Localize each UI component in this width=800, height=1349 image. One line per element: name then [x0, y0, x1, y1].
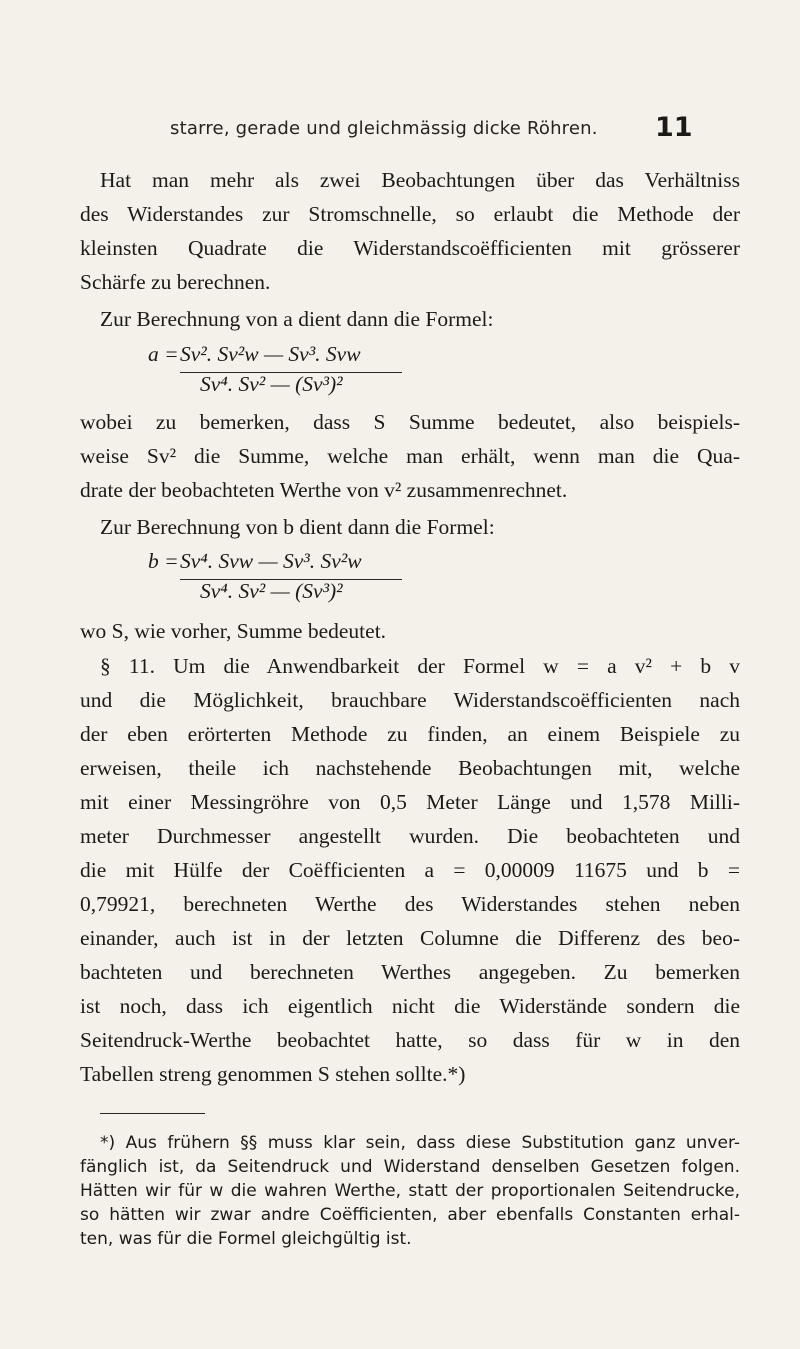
formula-a-lhs: a = [148, 342, 179, 366]
text-line: Hat man mehr als zwei Beobachtungen über das Verhältniss [100, 168, 740, 192]
running-title: starre, gerade und gleichmässig dicke Röhren. [170, 118, 598, 139]
formula-b-lhs: b = [148, 549, 179, 573]
formula-b-denominator: Sv⁴. Sv² — (Sv³)² [200, 579, 343, 603]
text-line: 0,79921, berechneten Werthe des Widerstandes stehen neben [80, 892, 740, 916]
text-line: weise Sv² die Summe, welche man erhält, wenn man die Qua- [80, 444, 740, 468]
text-line: die mit Hülfe der Coëfficienten a = 0,00009 11675 und b = [80, 858, 740, 882]
text-line: und die Möglichkeit, brauchbare Widerstandscoëfficienten nach [80, 688, 740, 712]
text-line: § 11. Um die Anwendbarkeit der Formel w = a v² + b v [100, 654, 740, 678]
footnote-divider [100, 1113, 205, 1114]
text-line: Tabellen streng genommen S stehen sollte.*) [80, 1062, 466, 1086]
text-line: wo S, wie vorher, Summe bedeutet. [80, 619, 387, 643]
text-line: Zur Berechnung von a dient dann die Formel: [100, 307, 494, 331]
text-line: Schärfe zu berechnen. [80, 270, 271, 294]
text-line: meter Durchmesser angestellt wurden. Die beobachteten und [80, 824, 740, 848]
text-line: wobei zu bemerken, dass S Summe bedeutet, also beispiels- [80, 410, 740, 434]
text-line: einander, auch ist in der letzten Columne die Differenz des beo- [80, 926, 740, 950]
footnote-line: ten, was für die Formel gleichgültig ist. [80, 1229, 412, 1249]
text-line: drate der beobachteten Werthe von v² zusammenrechnet. [80, 478, 568, 502]
text-line: der eben erörterten Methode zu finden, an einem Beispiele zu [80, 722, 740, 746]
formula-a-numerator: Sv². Sv²w — Sv³. Svw [180, 342, 361, 366]
text-line: kleinsten Quadrate die Widerstandscoëfficienten mit grösserer [80, 236, 740, 260]
text-line: Seitendruck-Werthe beobachtet hatte, so dass für w in den [80, 1028, 740, 1052]
text-line: Zur Berechnung von b dient dann die Formel: [100, 515, 495, 539]
text-line: erweisen, theile ich nachstehende Beobachtungen mit, welche [80, 756, 740, 780]
formula-b-numerator: Sv⁴. Svw — Sv³. Sv²w [180, 549, 362, 573]
text-line: des Widerstandes zur Stromschnelle, so erlaubt die Methode der [80, 202, 740, 226]
footnote-line: Hätten wir für w die wahren Werthe, statt der proportionalen Seitendrucke, [80, 1181, 740, 1201]
formula-a-denominator: Sv⁴. Sv² — (Sv³)² [200, 372, 343, 396]
footnote-line: *) Aus frühern §§ muss klar sein, dass diese Substitution ganz unver- [100, 1133, 740, 1153]
text-line: ist noch, dass ich eigentlich nicht die Widerstände sondern die [80, 994, 740, 1018]
footnote-line: fänglich ist, da Seitendruck und Widerstand denselben Gesetzen folgen. [80, 1157, 740, 1177]
text-line: bachteten und berechneten Werthes angegeben. Zu bemerken [80, 960, 740, 984]
page-number: 11 [655, 112, 693, 143]
text-line: mit einer Messingröhre von 0,5 Meter Länge und 1,578 Milli- [80, 790, 740, 814]
footnote-line: so hätten wir zwar andre Coëfficienten, aber ebenfalls Constanten erhal- [80, 1205, 740, 1225]
